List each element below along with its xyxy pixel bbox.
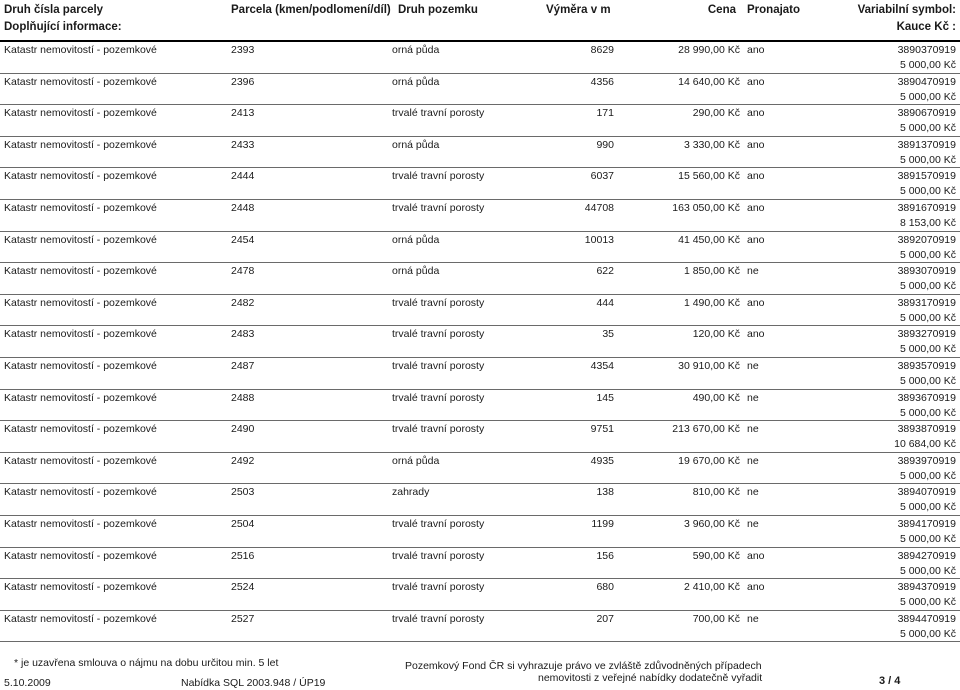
- table-row: [0, 516, 960, 548]
- cell-pronajato: ano: [747, 75, 765, 88]
- cell-parcela: 2492: [231, 454, 255, 467]
- cell-variabilni-symbol: 3890670919: [897, 107, 956, 120]
- cell-pronajato: ano: [747, 233, 765, 246]
- cell-pronajato: ne: [747, 265, 759, 278]
- cell-kauce: 5 000,00 Kč: [899, 627, 956, 640]
- cell-kauce: 10 684,00 Kč: [894, 438, 956, 451]
- cell-parcela: 2487: [231, 359, 255, 372]
- col-kauce: Kauce Kč :: [896, 21, 956, 33]
- cell-pronajato: ano: [747, 581, 765, 594]
- cell-kauce: 5 000,00 Kč: [899, 248, 956, 261]
- cell-cena: 28 990,00 Kč: [678, 44, 740, 56]
- cell-vymera: 44708: [584, 201, 614, 214]
- cell-variabilni-symbol: 3894370919: [897, 581, 956, 594]
- col-vymera: Výměra v m: [546, 4, 611, 16]
- cell-kauce: 5 000,00 Kč: [899, 280, 956, 293]
- cell-pronajato: ano: [747, 328, 765, 341]
- cell-parcela: 2504: [231, 517, 255, 530]
- cell-druh: Katastr nemovitostí - pozemkové: [4, 44, 157, 56]
- cell-druh: Katastr nemovitostí - pozemkové: [4, 75, 157, 88]
- cell-kauce: 5 000,00 Kč: [899, 532, 956, 545]
- cell-cena: 41 450,00 Kč: [678, 233, 740, 246]
- cell-cena: 1 490,00 Kč: [683, 296, 740, 309]
- parcel-table-body: [0, 42, 960, 642]
- cell-vymera: 8629: [590, 44, 614, 56]
- cell-parcela: 2503: [231, 486, 255, 499]
- table-row: [0, 579, 960, 611]
- cell-cena: 30 910,00 Kč: [678, 359, 740, 372]
- cell-druh: Katastr nemovitostí - pozemkové: [4, 328, 157, 341]
- cell-druh-pozemku: trvalé travní porosty: [392, 423, 485, 436]
- table-header: [0, 0, 960, 42]
- cell-druh: Katastr nemovitostí - pozemkové: [4, 549, 157, 562]
- footer-disclaimer-line-2: nemovitosti z veřejné nabídky dodatečně vyřadit: [538, 672, 763, 684]
- cell-kauce: 5 000,00 Kč: [899, 501, 956, 514]
- cell-kauce: 5 000,00 Kč: [899, 343, 956, 356]
- cell-druh: Katastr nemovitostí - pozemkové: [4, 265, 157, 278]
- cell-variabilni-symbol: 3893270919: [897, 328, 956, 341]
- cell-druh: Katastr nemovitostí - pozemkové: [4, 138, 157, 151]
- cell-vymera: 6037: [590, 170, 614, 183]
- table-row: [0, 548, 960, 580]
- col-parcela: Parcela (kmen/podlomení/díl): [231, 4, 391, 16]
- cell-parcela: 2433: [231, 138, 255, 151]
- cell-kauce: 5 000,00 Kč: [899, 406, 956, 419]
- cell-druh-pozemku: trvalé travní porosty: [392, 201, 485, 214]
- cell-druh-pozemku: trvalé travní porosty: [392, 296, 485, 309]
- table-row: [0, 611, 960, 643]
- cell-kauce: 5 000,00 Kč: [899, 59, 956, 71]
- cell-druh-pozemku: trvalé travní porosty: [392, 581, 485, 594]
- cell-kauce: 5 000,00 Kč: [899, 185, 956, 198]
- page-number: 3 / 4: [879, 675, 901, 687]
- table-row: [0, 200, 960, 232]
- cell-cena: 14 640,00 Kč: [678, 75, 740, 88]
- cell-cena: 3 960,00 Kč: [683, 517, 740, 530]
- cell-cena: 290,00 Kč: [692, 107, 740, 120]
- cell-parcela: 2478: [231, 265, 255, 278]
- cell-druh-pozemku: trvalé travní porosty: [392, 328, 485, 341]
- cell-variabilni-symbol: 3892070919: [897, 233, 956, 246]
- cell-pronajato: ne: [747, 454, 759, 467]
- cell-pronajato: ne: [747, 423, 759, 436]
- footer-note: * je uzavřena smlouva o nájmu na dobu určitou min. 5 let: [14, 657, 279, 669]
- cell-druh-pozemku: trvalé travní porosty: [392, 170, 485, 183]
- cell-vymera: 35: [602, 328, 614, 341]
- cell-druh-pozemku: trvalé travní porosty: [392, 359, 485, 372]
- cell-parcela: 2454: [231, 233, 255, 246]
- cell-kauce: 5 000,00 Kč: [899, 311, 956, 324]
- cell-variabilni-symbol: 3890470919: [897, 75, 956, 88]
- cell-druh-pozemku: trvalé travní porosty: [392, 612, 485, 625]
- col-cena: Cena: [707, 4, 736, 16]
- cell-cena: 120,00 Kč: [692, 328, 740, 341]
- cell-druh: Katastr nemovitostí - pozemkové: [4, 359, 157, 372]
- cell-pronajato: ne: [747, 612, 759, 625]
- cell-druh-pozemku: trvalé travní porosty: [392, 107, 485, 120]
- cell-vymera: 1199: [591, 517, 614, 530]
- cell-variabilni-symbol: 3891570919: [897, 170, 956, 183]
- footer-date: 5.10.2009: [4, 677, 51, 689]
- cell-druh: Katastr nemovitostí - pozemkové: [4, 107, 157, 120]
- table-row: [0, 453, 960, 485]
- cell-druh-pozemku: zahrady: [392, 486, 430, 499]
- cell-kauce: 5 000,00 Kč: [899, 469, 956, 482]
- cell-cena: 2 410,00 Kč: [683, 581, 740, 594]
- cell-parcela: 2448: [231, 201, 255, 214]
- cell-pronajato: ne: [747, 391, 759, 404]
- cell-cena: 3 330,00 Kč: [683, 138, 740, 151]
- cell-kauce: 5 000,00 Kč: [899, 564, 956, 577]
- cell-kauce: 5 000,00 Kč: [899, 374, 956, 387]
- cell-cena: 590,00 Kč: [692, 549, 740, 562]
- table-row: [0, 232, 960, 264]
- cell-parcela: 2483: [231, 328, 255, 341]
- cell-druh: Katastr nemovitostí - pozemkové: [4, 581, 157, 594]
- cell-variabilni-symbol: 3893670919: [897, 391, 956, 404]
- cell-druh: Katastr nemovitostí - pozemkové: [4, 170, 157, 183]
- col-variabilni-symbol: Variabilní symbol:: [857, 4, 956, 16]
- cell-vymera: 680: [596, 581, 614, 594]
- cell-variabilni-symbol: 3893070919: [897, 265, 956, 278]
- cell-variabilni-symbol: 3894270919: [897, 549, 956, 562]
- cell-druh: Katastr nemovitostí - pozemkové: [4, 423, 157, 436]
- cell-druh: Katastr nemovitostí - pozemkové: [4, 486, 157, 499]
- cell-pronajato: ano: [747, 107, 765, 120]
- cell-kauce: 5 000,00 Kč: [899, 596, 956, 609]
- cell-parcela: 2524: [231, 581, 255, 594]
- cell-druh: Katastr nemovitostí - pozemkové: [4, 233, 157, 246]
- cell-pronajato: ano: [747, 296, 765, 309]
- cell-kauce: 5 000,00 Kč: [899, 153, 956, 166]
- cell-druh: Katastr nemovitostí - pozemkové: [4, 517, 157, 530]
- table-row: [0, 484, 960, 516]
- col-druh-pozemku: Druh pozemku: [398, 4, 478, 16]
- cell-vymera: 4356: [590, 75, 614, 88]
- cell-variabilni-symbol: 3893170919: [897, 296, 956, 309]
- table-row: [0, 295, 960, 327]
- cell-druh-pozemku: trvalé travní porosty: [392, 391, 485, 404]
- cell-variabilni-symbol: 3891670919: [897, 201, 956, 214]
- cell-cena: 213 670,00 Kč: [672, 423, 740, 436]
- cell-vymera: 145: [596, 391, 614, 404]
- cell-vymera: 10013: [584, 233, 614, 246]
- table-row: [0, 105, 960, 137]
- cell-cena: 1 850,00 Kč: [683, 265, 740, 278]
- cell-pronajato: ne: [747, 517, 759, 530]
- cell-druh: Katastr nemovitostí - pozemkové: [4, 296, 157, 309]
- cell-kauce: 8 153,00 Kč: [899, 216, 956, 229]
- cell-vymera: 444: [596, 296, 614, 309]
- cell-pronajato: ano: [747, 201, 765, 214]
- table-row: [0, 137, 960, 169]
- table-row: [0, 358, 960, 390]
- cell-vymera: 990: [596, 138, 614, 151]
- cell-druh: Katastr nemovitostí - pozemkové: [4, 201, 157, 214]
- cell-vymera: 138: [596, 486, 614, 499]
- cell-parcela: 2516: [231, 549, 255, 562]
- cell-druh-pozemku: orná půda: [392, 44, 440, 56]
- table-row: [0, 168, 960, 200]
- cell-vymera: 4354: [590, 359, 614, 372]
- cell-vymera: 156: [596, 549, 614, 562]
- table-row: [0, 42, 960, 74]
- cell-vymera: 9751: [590, 423, 614, 436]
- cell-parcela: 2413: [231, 107, 255, 120]
- cell-vymera: 171: [596, 107, 614, 120]
- cell-vymera: 622: [596, 265, 614, 278]
- col-doplnujici-informace: Doplňující informace:: [4, 21, 122, 33]
- cell-vymera: 4935: [590, 454, 614, 467]
- cell-vymera: 207: [596, 612, 614, 625]
- cell-kauce: 5 000,00 Kč: [899, 122, 956, 135]
- cell-variabilni-symbol: 3893870919: [897, 423, 956, 436]
- cell-pronajato: ne: [747, 486, 759, 499]
- cell-parcela: 2490: [231, 423, 255, 436]
- cell-druh-pozemku: orná půda: [392, 75, 440, 88]
- cell-pronajato: ano: [747, 44, 765, 56]
- table-row: [0, 421, 960, 453]
- cell-parcela: 2488: [231, 391, 255, 404]
- cell-variabilni-symbol: 3891370919: [897, 138, 956, 151]
- cell-parcela: 2396: [231, 75, 255, 88]
- cell-cena: 810,00 Kč: [692, 486, 740, 499]
- cell-cena: 700,00 Kč: [692, 612, 740, 625]
- col-druh-cisla-parcely: Druh čísla parcely: [4, 4, 104, 16]
- cell-variabilni-symbol: 3890370919: [897, 44, 956, 56]
- cell-cena: 490,00 Kč: [692, 391, 740, 404]
- cell-cena: 163 050,00 Kč: [672, 201, 740, 214]
- cell-pronajato: ano: [747, 170, 765, 183]
- cell-druh-pozemku: orná půda: [392, 138, 440, 151]
- cell-druh-pozemku: orná půda: [392, 454, 440, 467]
- cell-pronajato: ne: [747, 359, 759, 372]
- cell-variabilni-symbol: 3893570919: [897, 359, 956, 372]
- cell-pronajato: ano: [747, 138, 765, 151]
- col-pronajato: Pronajato: [747, 4, 801, 16]
- cell-druh-pozemku: trvalé travní porosty: [392, 517, 485, 530]
- footer-offer: Nabídka SQL 2003.948 / ÚP19: [181, 677, 326, 689]
- cell-druh-pozemku: orná půda: [392, 233, 440, 246]
- cell-variabilni-symbol: 3894070919: [897, 486, 956, 499]
- cell-pronajato: ano: [747, 549, 765, 562]
- cell-cena: 15 560,00 Kč: [678, 170, 740, 183]
- cell-cena: 19 670,00 Kč: [678, 454, 740, 467]
- cell-parcela: 2393: [231, 44, 255, 56]
- cell-variabilni-symbol: 3893970919: [897, 454, 956, 467]
- table-row: [0, 326, 960, 358]
- table-row: [0, 263, 960, 295]
- cell-druh-pozemku: trvalé travní porosty: [392, 549, 485, 562]
- cell-druh: Katastr nemovitostí - pozemkové: [4, 454, 157, 467]
- cell-druh: Katastr nemovitostí - pozemkové: [4, 391, 157, 404]
- cell-druh-pozemku: orná půda: [392, 265, 440, 278]
- cell-kauce: 5 000,00 Kč: [899, 90, 956, 103]
- cell-variabilni-symbol: 3894170919: [897, 517, 956, 530]
- cell-parcela: 2444: [231, 170, 255, 183]
- cell-parcela: 2527: [231, 612, 255, 625]
- footer-disclaimer-line-1: Pozemkový Fond ČR si vyhrazuje právo ve zvláště zdůvodněných případech: [405, 660, 762, 672]
- table-row: [0, 74, 960, 106]
- table-row: [0, 390, 960, 422]
- cell-parcela: 2482: [231, 296, 255, 309]
- cell-variabilni-symbol: 3894470919: [897, 612, 956, 625]
- cell-druh: Katastr nemovitostí - pozemkové: [4, 612, 157, 625]
